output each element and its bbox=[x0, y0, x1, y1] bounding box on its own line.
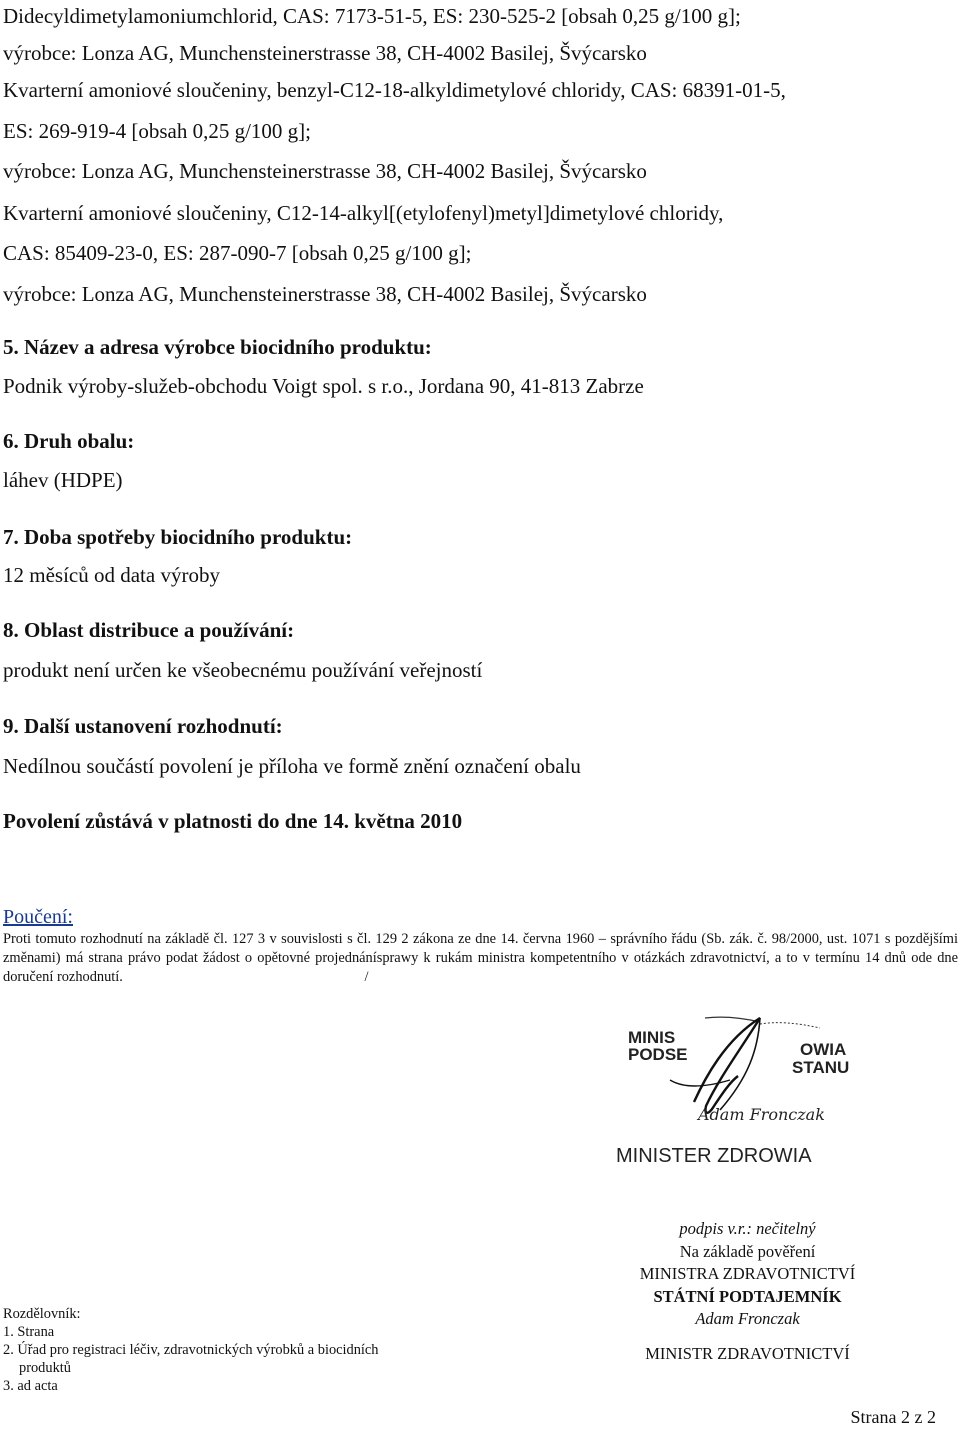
validity-statement: Povolení zůstává v platnosti do dne 14. května 2010 bbox=[3, 809, 463, 833]
section-heading: 6. Druh obalu: bbox=[3, 429, 135, 453]
section-text: produkt není určen ke všeobecnému používání veřejností bbox=[3, 658, 483, 682]
section-text: Nedílnou součástí povolení je příloha ve formě znění označení obalu bbox=[3, 754, 581, 778]
stamp-text: MINIS bbox=[628, 1028, 676, 1047]
signature-note: podpis v.r.: nečitelný bbox=[679, 1219, 816, 1238]
section-text: láhev (HDPE) bbox=[3, 468, 123, 492]
stamp-text: STANU bbox=[792, 1058, 850, 1077]
section-heading: 8. Oblast distribuce a používání: bbox=[3, 618, 295, 642]
stamp-text: OWIA bbox=[800, 1040, 847, 1059]
signer-title: MINISTR ZDRAVOTNICTVÍ bbox=[645, 1343, 850, 1363]
section-text: 12 měsíců od data výroby bbox=[3, 563, 220, 587]
text-line: Kvarterní amoniové sloučeniny, C12-14-alkyl[(etylofenyl)metyl]dimetylové chloridy, bbox=[3, 201, 724, 225]
notice-text: Proti tomuto rozhodnutí na základě čl. 127 3 v souvislosti s čl. 129 2 zákona ze dne 14. června 1960 – správního řádu (Sb. zák. č. 98/2000, ust. 1071 s pozdějšími změnami) má strana právo podat žádost o opětovné projednánísprawy k rukám ministra kompetentního v otázkách zdravotnictví, a to v termínu 14 dnů ode dne doručení rozhodnutí. bbox=[3, 931, 958, 985]
stamp-handwritten-name: Adam Fronczak bbox=[698, 1105, 825, 1124]
distribution-item: 1. Strana bbox=[3, 1324, 55, 1340]
stamp-title: MINISTER ZDROWIA bbox=[616, 1145, 812, 1167]
stamp-text: PODSE bbox=[628, 1045, 688, 1064]
text-line: výrobce: Lonza AG, Munchensteinerstrasse 38, CH-4002 Basilej, Švýcarsko bbox=[3, 282, 647, 306]
page-number: Strana 2 z 2 bbox=[850, 1407, 936, 1427]
text-line: Didecyldimetylamoniumchlorid, CAS: 7173-51-5, ES: 230-525-2 [obsah 0,25 g/100 g]; bbox=[3, 4, 741, 28]
text-line: výrobce: Lonza AG, Munchensteinerstrasse 38, CH-4002 Basilej, Švýcarsko bbox=[3, 159, 647, 183]
notice-mark: / bbox=[364, 969, 369, 985]
section-heading: 9. Další ustanovení rozhodnutí: bbox=[3, 714, 283, 738]
text-line: ES: 269-919-4 [obsah 0,25 g/100 g]; bbox=[3, 119, 311, 143]
text-line: výrobce: Lonza AG, Munchensteinerstrasse 38, CH-4002 Basilej, Švýcarsko bbox=[3, 41, 647, 65]
text-line: CAS: 85409-23-0, ES: 287-090-7 [obsah 0,25 g/100 g]; bbox=[3, 241, 472, 265]
distribution-item: produktů bbox=[19, 1360, 71, 1376]
section-text: Podnik výroby-služeb-obchodu Voigt spol. s r.o., Jordana 90, 41-813 Zabrze bbox=[3, 374, 644, 398]
signer-name: Adam Fronczak bbox=[695, 1309, 800, 1328]
section-heading: 7. Doba spotřeby biocidního produktu: bbox=[3, 525, 353, 549]
signature-block bbox=[620, 1218, 875, 1365]
distribution-item: 2. Úřad pro registraci léčiv, zdravotnických výrobků a biocidních bbox=[3, 1342, 379, 1358]
distribution-list bbox=[3, 1305, 379, 1395]
signer-role: STÁTNÍ PODTAJEMNÍK bbox=[653, 1286, 842, 1306]
notice-body bbox=[3, 930, 958, 987]
text-line: Kvarterní amoniové sloučeniny, benzyl-C12-18-alkyldimetylové chloridy, CAS: 68391-01-5, bbox=[3, 78, 786, 102]
official-stamp bbox=[610, 1010, 860, 1175]
distribution-item: 3. ad acta bbox=[3, 1378, 58, 1394]
distribution-title: Rozdělovník: bbox=[3, 1306, 81, 1322]
notice-title: Poučení: bbox=[3, 906, 73, 928]
section-heading: 5. Název a adresa výrobce biocidního produktu: bbox=[3, 335, 432, 359]
signer-authority: Na základě pověření bbox=[679, 1241, 816, 1261]
signer-ministry: MINISTRA ZDRAVOTNICTVÍ bbox=[639, 1264, 856, 1283]
